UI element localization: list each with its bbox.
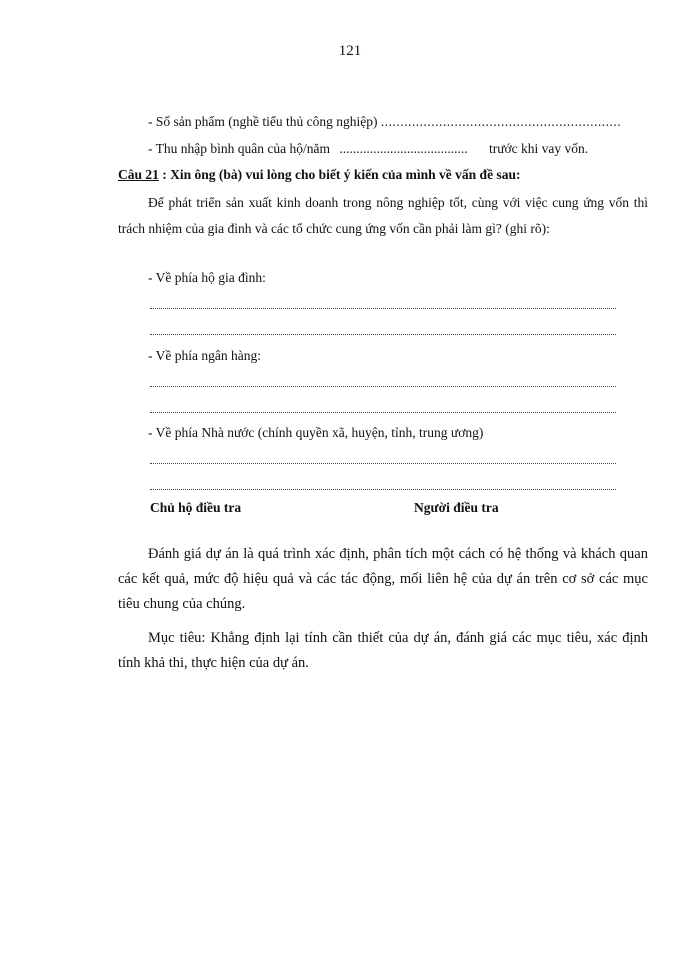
income-suffix: trước khi vay vốn. <box>488 141 589 156</box>
question-title: : Xin ông (bà) vui lòng cho biết ý kiến của mình về vấn đề sau: <box>162 167 521 182</box>
state-label: - Về phía Nhà nước (chính quyền xã, huyện, tỉnh, trung ương) <box>148 425 484 440</box>
page-number: 121 <box>338 43 362 59</box>
product-count-label: - Số sản phẩm (nghề tiểu thủ công nghiệp) <box>148 114 381 129</box>
signature-household-head: Chủ hộ điều tra <box>150 500 242 515</box>
question-number: Câu 21 <box>118 167 159 182</box>
bank-label: - Về phía ngân hàng: <box>148 348 261 363</box>
bank-answer-line-1[interactable] <box>150 374 616 387</box>
line-product-count: - Số sản phẩm (nghề tiểu thủ công nghiệp) .............................................................. <box>148 114 622 129</box>
household-answer-line-1[interactable] <box>150 296 616 309</box>
evaluation-paragraph: Đánh giá dự án là quá trình xác định, phân tích một cách có hệ thống và khách quan các kết quả, mức độ hiệu quả và các tác động, mối liên hệ của dự án trên cơ sở các mục tiêu chung của chúng. <box>118 546 648 612</box>
line-income: - Thu nhập bình quân của hộ/năm ...................................... trước khi vay vốn. <box>148 141 589 156</box>
income-label: - Thu nhập bình quân của hộ/năm <box>148 141 330 156</box>
signature-investigator: Người điều tra <box>414 500 499 515</box>
question-heading <box>118 167 520 183</box>
question-body: Để phát triển sản xuất kinh doanh trong nông nghiệp tốt, cùng với việc cung ứng vốn thì trách nhiệm của gia đình và các tổ chức cung ứng vốn cần phải làm gì? (ghi rõ): <box>118 195 648 236</box>
objective-paragraph: Mục tiêu: Khẳng định lại tính cần thiết của dự án, đánh giá các mục tiêu, xác định tính khả thi, thực hiện của dự án. <box>118 630 648 671</box>
household-label: - Về phía hộ gia đình: <box>148 270 266 285</box>
state-answer-line-1[interactable] <box>150 451 616 464</box>
household-answer-line-2[interactable] <box>150 322 616 335</box>
bank-answer-line-2[interactable] <box>150 400 616 413</box>
state-answer-line-2[interactable] <box>150 477 616 490</box>
